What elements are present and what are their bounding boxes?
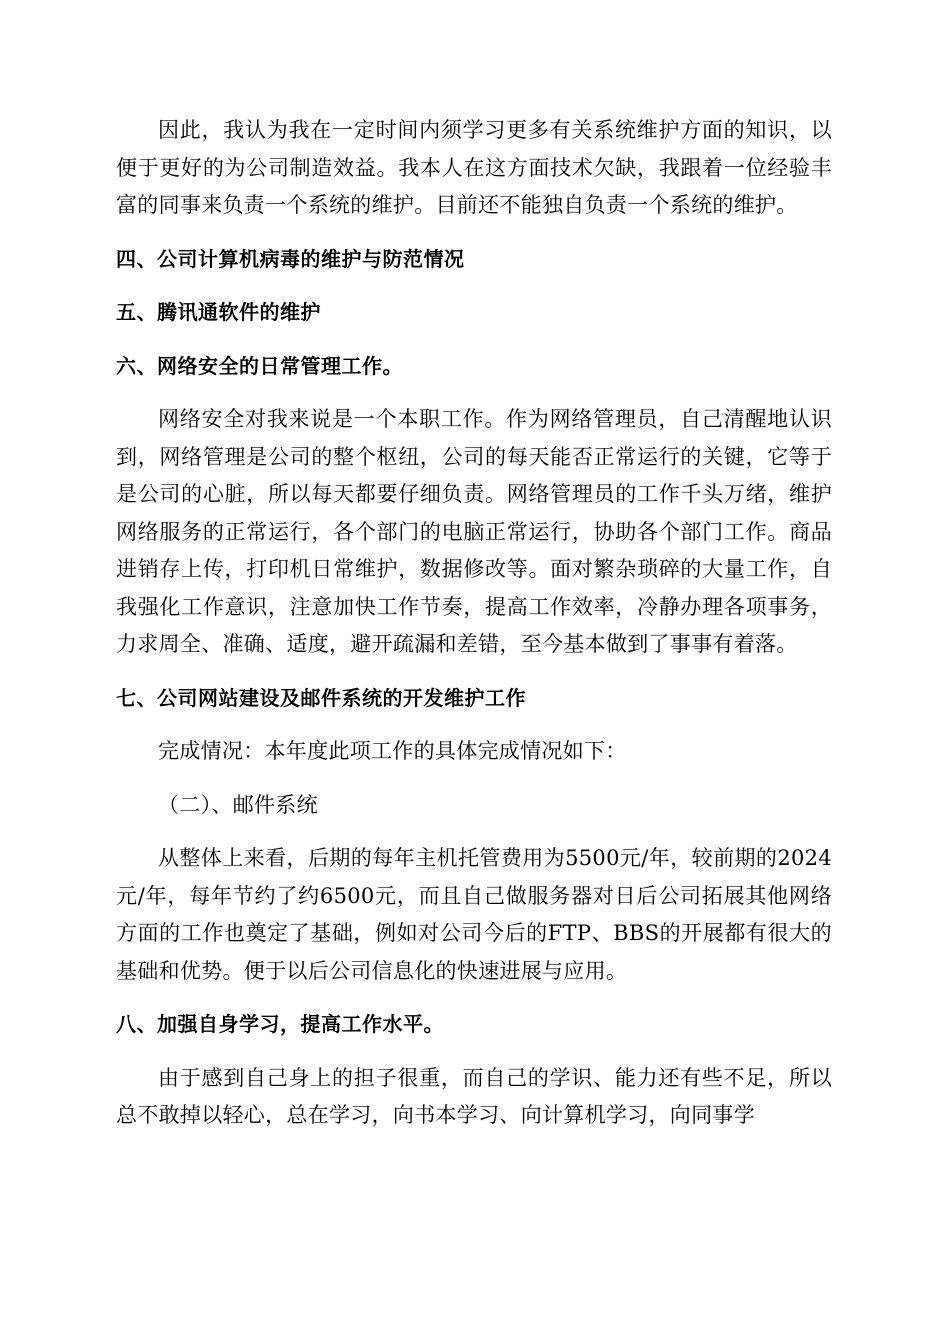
subheading-mail-system: （二）、邮件系统 (158, 792, 318, 817)
heading-section-4: 四、公司计算机病毒的维护与防范情况 (116, 246, 465, 271)
paragraph-network-security: 网络安全对我来说是一个本职工作。作为网络管理员，自己清醒地认识到，网络管理是公司的整个枢纽，公司的每天能否正常运行的关键，它等于是公司的心脏，所以每天都要仔细负责。网络管理员的工作千头万绪，维护网络服务的正常运行，各个部门的电脑正常运行，协助各个部门工作。商品进销存上传，打印机日常维护，数据修改等。面对繁杂琐碎的大量工作，自我强化工作意识，注意加快工作节奏，提高工作效率，冷静办理各项事务，力求周全、准确、适度，避开疏漏和差错，至今基本做到了事事有着落。 (116, 407, 832, 656)
paragraph-hosting-cost: 从整体上来看，后期的每年主机托管费用为5500元/年，较前期的2024元/年，每年节约了约6500元，而且自己做服务器对日后公司拓展其他网络方面的工作也奠定了基础，例如对公司今后的FTP、BBS的开展都有很大的基础和优势。便于以后公司信息化的快速进展与应用。 (116, 846, 832, 983)
document-page (116, 112, 832, 1151)
heading-section-7: 七、公司网站建设及邮件系统的开发维护工作 (116, 685, 526, 710)
paragraph-completion-status: 完成情况：本年度此项工作的具体完成情况如下： (158, 739, 627, 763)
paragraph-self-study: 由于感到自己身上的担子很重，而自己的学识、能力还有些不足，所以总不敢掉以轻心，总在学习，向书本学习、向计算机学习，向同事学 (116, 1065, 832, 1127)
heading-section-6: 六、网络安全的日常管理工作。 (116, 353, 403, 378)
paragraph-system-maintenance: 因此，我认为我在一定时间内须学习更多有关系统维护方面的知识，以便于更好的为公司制造效益。我本人在这方面技术欠缺，我跟着一位经验丰富的同事来负责一个系统的维护。目前还不能独自负责一个系统的维护。 (116, 118, 832, 217)
heading-section-8: 八、加强自身学习，提高工作水平。 (116, 1012, 444, 1036)
heading-section-5: 五、腾讯通软件的维护 (116, 300, 321, 324)
